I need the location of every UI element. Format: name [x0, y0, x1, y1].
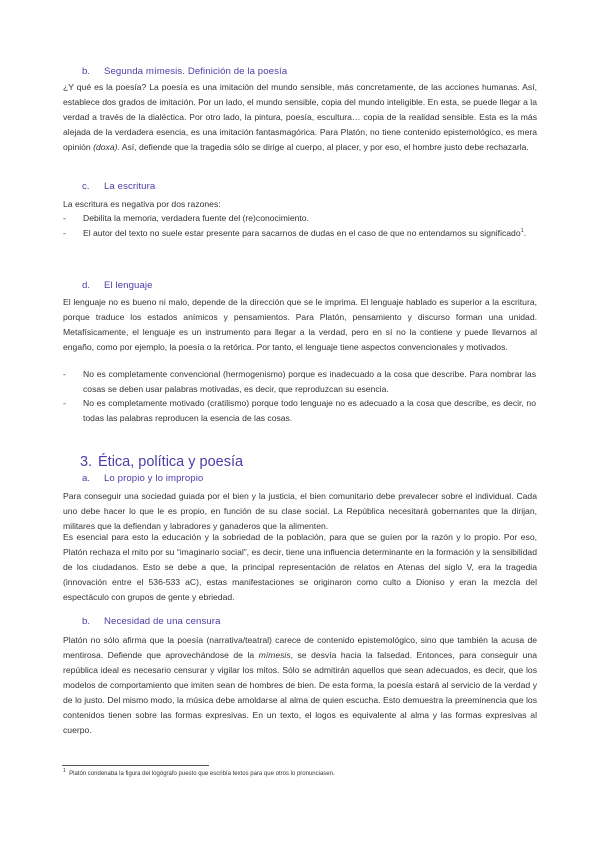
subheading-title: Segunda mímesis. Definición de la poesía: [104, 66, 288, 77]
subheading-label: a.: [82, 473, 91, 484]
term-mimesis: mímesis: [258, 650, 291, 660]
subheading-label: b.: [82, 66, 91, 77]
subheading-title: Lo propio y lo impropio: [104, 473, 204, 484]
subheading-title: La escritura: [104, 181, 156, 192]
paragraph-educacion: Es esencial para esto la educación y la sobriedad de la población, para que se guíen por la razón y lo propio. Por eso, Platón rechaza el mito por su “imaginario social”, es decir, tiene una influencia determinante en la formación y la sensibilidad de los ciudadanos. Esto se debe a que, la principal representación de relatos en Atenas del siglo V, era la tragedia (innovación entre el 536-533 aC), estas manifestaciones se originaron como culto a Dioniso y eran la mezcla del espectáculo con grupos de gente y ebriedad.: [63, 532, 537, 602]
list-item-text: Debilita la memoria, verdadera fuente del (re)conocimiento.: [83, 213, 309, 223]
paragraph-text: , se desvía hacia la falsedad. Entonces, para conseguir una república ideal es necesario censurar y vigilar los mitos. Sólo se admitirán aquellos que sean adecuados, es decir, que los modelos de comportamiento que imiten sean de hombres de bien. De esta forma, la poesía estará al servicio de la verdad y de lo justo. Del mismo modo, la música debe amoldarse al alma de quien escucha. Esto demuestra la preeminencia que los contenidos tienen sobre las formas expresivas. En un texto, el logos es equivalente al alma y las formas expresivas al cuerpo.: [63, 650, 537, 735]
footnote-divider: [62, 765, 209, 766]
subheading-title: El lenguaje: [104, 280, 153, 291]
section-title: Ética, política y poesía: [98, 454, 244, 470]
list-item-text: No es completamente convencional (hermogenismo) porque es inadecuado a la cosa que describe. Para nombrar las cosas se deben usar palabras motivadas, es decir, que reproduzcan su esencia.: [83, 369, 536, 394]
list-item-text: El autor del texto no suele estar presente para sacarnos de dudas en el caso de que no entendamos su significado: [83, 228, 521, 238]
paragraph-text: Platón no sólo afirma que la poesía (narrativa/teatral) carece de contenido epistemológico, sino que también la acusa de mentirosa. Defiende que aprovechándose de la: [63, 635, 537, 660]
list-item-text: No es completamente motivado (cratilismo) porque todo lenguaje no es adecuado a la cosa que describe, es decir, no todas las palabras reproducen la esencia de las cosas.: [83, 398, 536, 423]
paragraph-lenguaje: El lenguaje no es bueno ni malo, depende de la dirección que se le imprima. El lenguaje hablado es superior a la escritura, porque traduce los estados anímicos y pensamientos. Para Platón, pensamiento y discurso forman una unidad. Metafísicamente, el lenguaje es un instrumento para llegar a la verdad, pero en sí no la contiene y puede llevarnos al engaño, como por ejemplo, la poesía o la retórica. Por tanto, el lenguaje tiene aspectos convencionales y motivados.: [63, 297, 537, 352]
paragraph-escritura-intro: La escritura es negativa por dos razones:: [63, 199, 221, 209]
list-item: - Debilita la memoria, verdadera fuente del (re)conocimiento.: [63, 213, 309, 223]
subheading-label: b.: [82, 616, 91, 627]
paragraph-text: ¿Y qué es la poesía? La poesía es una imitación del mundo sensible, más concretamente, de las acciones humanas. Así, establece dos grados de imitación. Por un lado, el mundo sensible, copia del mundo inteligible. En esta, se puede llegar a la verdad a través de la dialéctica. Por otro lado, la pintura, poesía, escultura… copia de la realidad sensible. Esta es la más alejada de la verdadera esencia, es una imitación fantasmagórica. Para Platón, no tiene contenido epistemológico, es mera opinión: [63, 82, 537, 152]
subheading-label: d.: [82, 280, 91, 291]
paragraph-censura: [63, 633, 537, 738]
list-item: - El autor del texto no suele estar presente para sacarnos de dudas en el caso de que no entendamos su significado$^1$.: [63, 228, 527, 238]
paragraph-sociedad: Para conseguir una sociedad guiada por el bien y la justicia, el bien comunitario debe prevalecer sobre el individual. Cada uno debe hacer lo que le es propio, en función de su clase social. La República necesitará gobernantes que la dirijan, militares que la defiendan y labradores y ganaderos que la alimenten.: [63, 491, 537, 531]
section-heading-etica-politica-poesia: [80, 454, 243, 470]
subheading-censura: [82, 616, 221, 627]
footnote-text: Platón condenaba la figura del logógrafo puesto que escribía textos para que otros lo pronunciasen.: [69, 771, 335, 777]
term-doxa: (doxa): [93, 142, 118, 152]
footnote-number: 1: [63, 768, 66, 774]
subheading-propio-impropio: [82, 473, 203, 484]
subheading-segunda-mimesis: [82, 66, 287, 77]
section-number: 3.: [80, 454, 93, 470]
subheading-title: Necesidad de una censura: [104, 616, 221, 627]
subheading-escritura: [82, 181, 155, 192]
footnote: [63, 768, 335, 777]
subheading-label: c.: [82, 181, 90, 192]
paragraph-que-es-poesia: [63, 80, 537, 155]
footnote-reference[interactable]: 1: [520, 228, 524, 235]
list-item: - No es completamente convencional (hermogenismo) porque es inadecuado a la cosa que describe. Para nombrar las cosas se deben usar palabras motivadas, es decir, que reproduzcan su esencia.: [63, 369, 536, 394]
subheading-lenguaje: [82, 280, 153, 291]
list-item: - No es completamente motivado (cratilismo) porque todo lenguaje no es adecuado a la cosa que describe, es decir, no todas las palabras reproducen la esencia de las cosas.: [63, 398, 536, 423]
paragraph-text: . Así, defiende que la tragedia sólo se dirige al cuerpo, al placer, y por eso, el hombre justo debe rechazarla.: [117, 142, 529, 152]
